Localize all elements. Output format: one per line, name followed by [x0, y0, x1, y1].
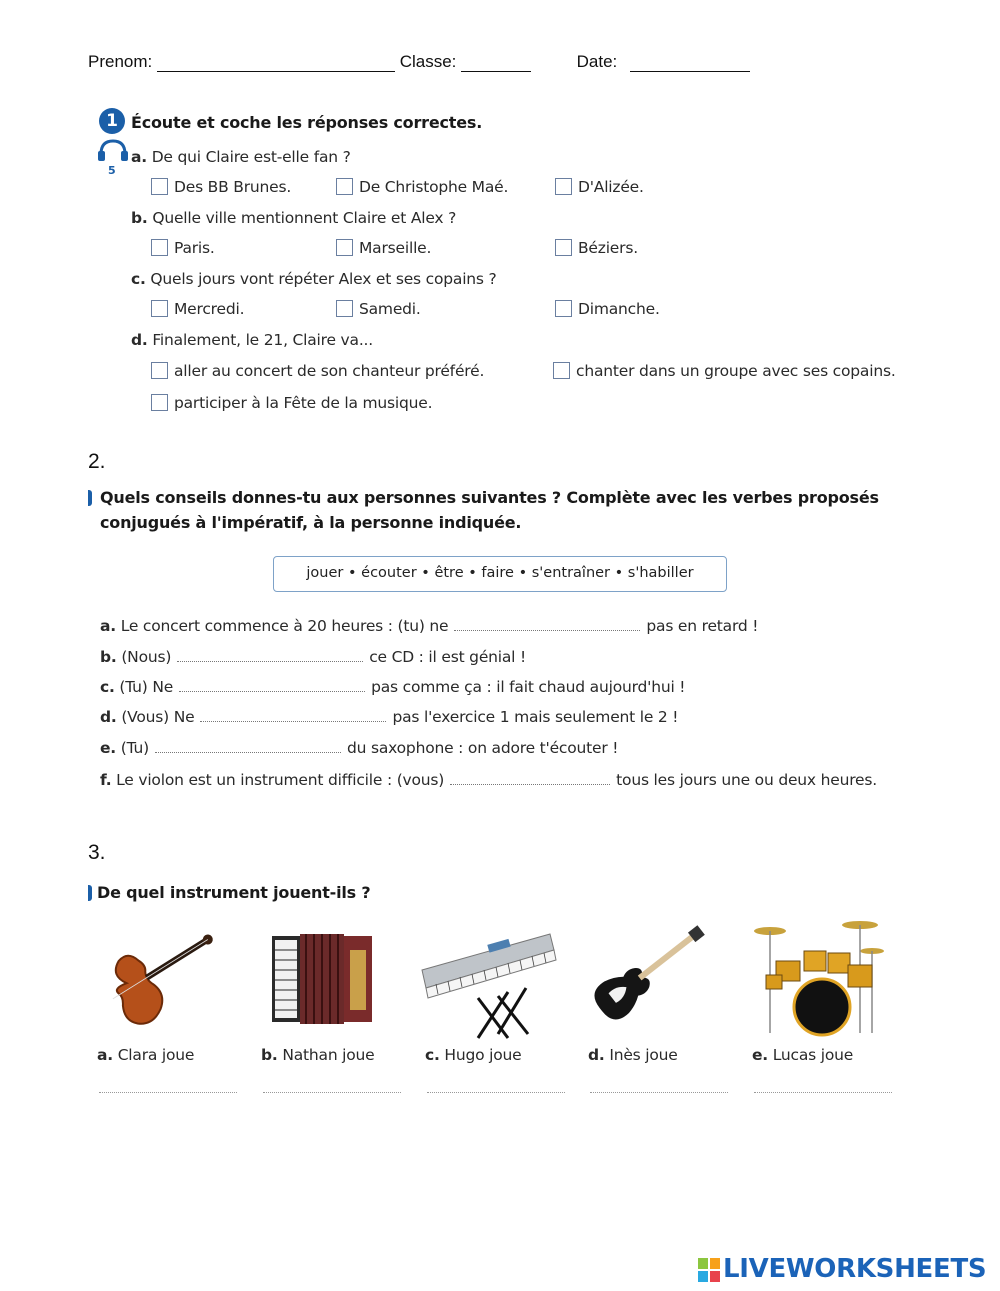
caption-e: e. Lucas joue — [752, 1046, 854, 1064]
blue-marker — [88, 885, 92, 901]
checkbox[interactable] — [151, 178, 168, 195]
classe-label: Classe: — [399, 52, 457, 71]
caption-d: d. Inès joue — [588, 1046, 678, 1064]
option-b2[interactable]: Marseille. — [336, 239, 431, 257]
answer-blank[interactable] — [155, 740, 341, 753]
checkbox[interactable] — [151, 300, 168, 317]
date-field[interactable] — [630, 54, 750, 72]
answer-line-d[interactable] — [590, 1090, 728, 1093]
exercise3-title: De quel instrument jouent-ils ? — [97, 883, 371, 902]
question-a: a. De qui Claire est-elle fan ? — [131, 148, 351, 166]
checkbox[interactable] — [555, 239, 572, 256]
checkbox[interactable] — [336, 300, 353, 317]
blue-marker — [88, 490, 92, 506]
sentence-e: e. (Tu) du saxophone : on adore t'écouter ! — [100, 739, 619, 757]
violin-icon — [90, 920, 230, 1040]
checkbox[interactable] — [555, 300, 572, 317]
sentence-c: c. (Tu) Ne pas comme ça : il fait chaud aujourd'hui ! — [100, 678, 686, 696]
question-b: b. Quelle ville mentionnent Claire et Alex ? — [131, 209, 457, 227]
drums-icon — [748, 915, 888, 1045]
answer-blank[interactable] — [454, 618, 640, 631]
header-line — [88, 52, 750, 72]
option-d1[interactable]: aller au concert de son chanteur préféré. — [151, 362, 484, 380]
date-label: Date: — [576, 52, 618, 71]
exercise-number-badge: 1 — [99, 108, 125, 134]
verb-box: jouer • écouter • être • faire • s'entraîner • s'habiller — [273, 556, 727, 592]
caption-b: b. Nathan joue — [261, 1046, 375, 1064]
answer-blank[interactable] — [450, 772, 610, 785]
checkbox[interactable] — [151, 362, 168, 379]
exercise2-title-line1: Quels conseils donnes-tu aux personnes suivantes ? Complète avec les verbes proposés — [100, 488, 879, 507]
prenom-label: Prenom: — [88, 52, 153, 71]
answer-blank[interactable] — [179, 679, 365, 692]
classe-field[interactable] — [461, 54, 531, 72]
prenom-field[interactable] — [157, 54, 395, 72]
option-b3[interactable]: Béziers. — [555, 239, 638, 257]
option-c1[interactable]: Mercredi. — [151, 300, 244, 318]
sentence-f: f. Le violon est un instrument difficile : (vous) tous les jours une ou deux heures. — [100, 771, 877, 789]
sentence-d: d. (Vous) Ne pas l'exercice 1 mais seulement le 2 ! — [100, 708, 679, 726]
liveworksheets-logo-mark — [698, 1258, 720, 1282]
checkbox[interactable] — [553, 362, 570, 379]
accordion-icon — [270, 930, 374, 1035]
caption-c: c. Hugo joue — [425, 1046, 522, 1064]
exercise2-number: 2. — [88, 450, 106, 473]
checkbox[interactable] — [336, 178, 353, 195]
exercise2-title-line2: conjugués à l'impératif, à la personne indiquée. — [100, 513, 522, 532]
question-c: c. Quels jours vont répéter Alex et ses copains ? — [131, 270, 497, 288]
option-b1[interactable]: Paris. — [151, 239, 215, 257]
liveworksheets-logo: LIVEWORKSHEETS — [723, 1254, 987, 1284]
option-a2[interactable]: De Christophe Maé. — [336, 178, 508, 196]
guitar-icon — [580, 910, 720, 1040]
checkbox[interactable] — [555, 178, 572, 195]
caption-a: a. Clara joue — [97, 1046, 195, 1064]
checkbox[interactable] — [151, 394, 168, 411]
option-d3[interactable]: participer à la Fête de la musique. — [151, 394, 432, 412]
answer-line-b[interactable] — [263, 1090, 401, 1093]
sentence-b: b. (Nous) ce CD : il est génial ! — [100, 648, 527, 666]
checkbox[interactable] — [151, 239, 168, 256]
keyboard-icon — [418, 930, 558, 1047]
option-c2[interactable]: Samedi. — [336, 300, 421, 318]
sentence-a: a. Le concert commence à 20 heures : (tu) ne pas en retard ! — [100, 617, 759, 635]
answer-line-c[interactable] — [427, 1090, 565, 1093]
checkbox[interactable] — [336, 239, 353, 256]
question-d: d. Finalement, le 21, Claire va... — [131, 331, 374, 349]
answer-line-e[interactable] — [754, 1090, 892, 1093]
exercise3-number: 3. — [88, 841, 106, 864]
option-c3[interactable]: Dimanche. — [555, 300, 660, 318]
track-number: 5 — [108, 164, 116, 177]
exercise1-title: Écoute et coche les réponses correctes. — [131, 113, 483, 132]
answer-blank[interactable] — [177, 649, 363, 662]
answer-blank[interactable] — [200, 709, 386, 722]
option-a1[interactable]: Des BB Brunes. — [151, 178, 291, 196]
answer-line-a[interactable] — [99, 1090, 237, 1093]
option-a3[interactable]: D'Alizée. — [555, 178, 644, 196]
option-d2[interactable]: chanter dans un groupe avec ses copains. — [553, 362, 896, 380]
